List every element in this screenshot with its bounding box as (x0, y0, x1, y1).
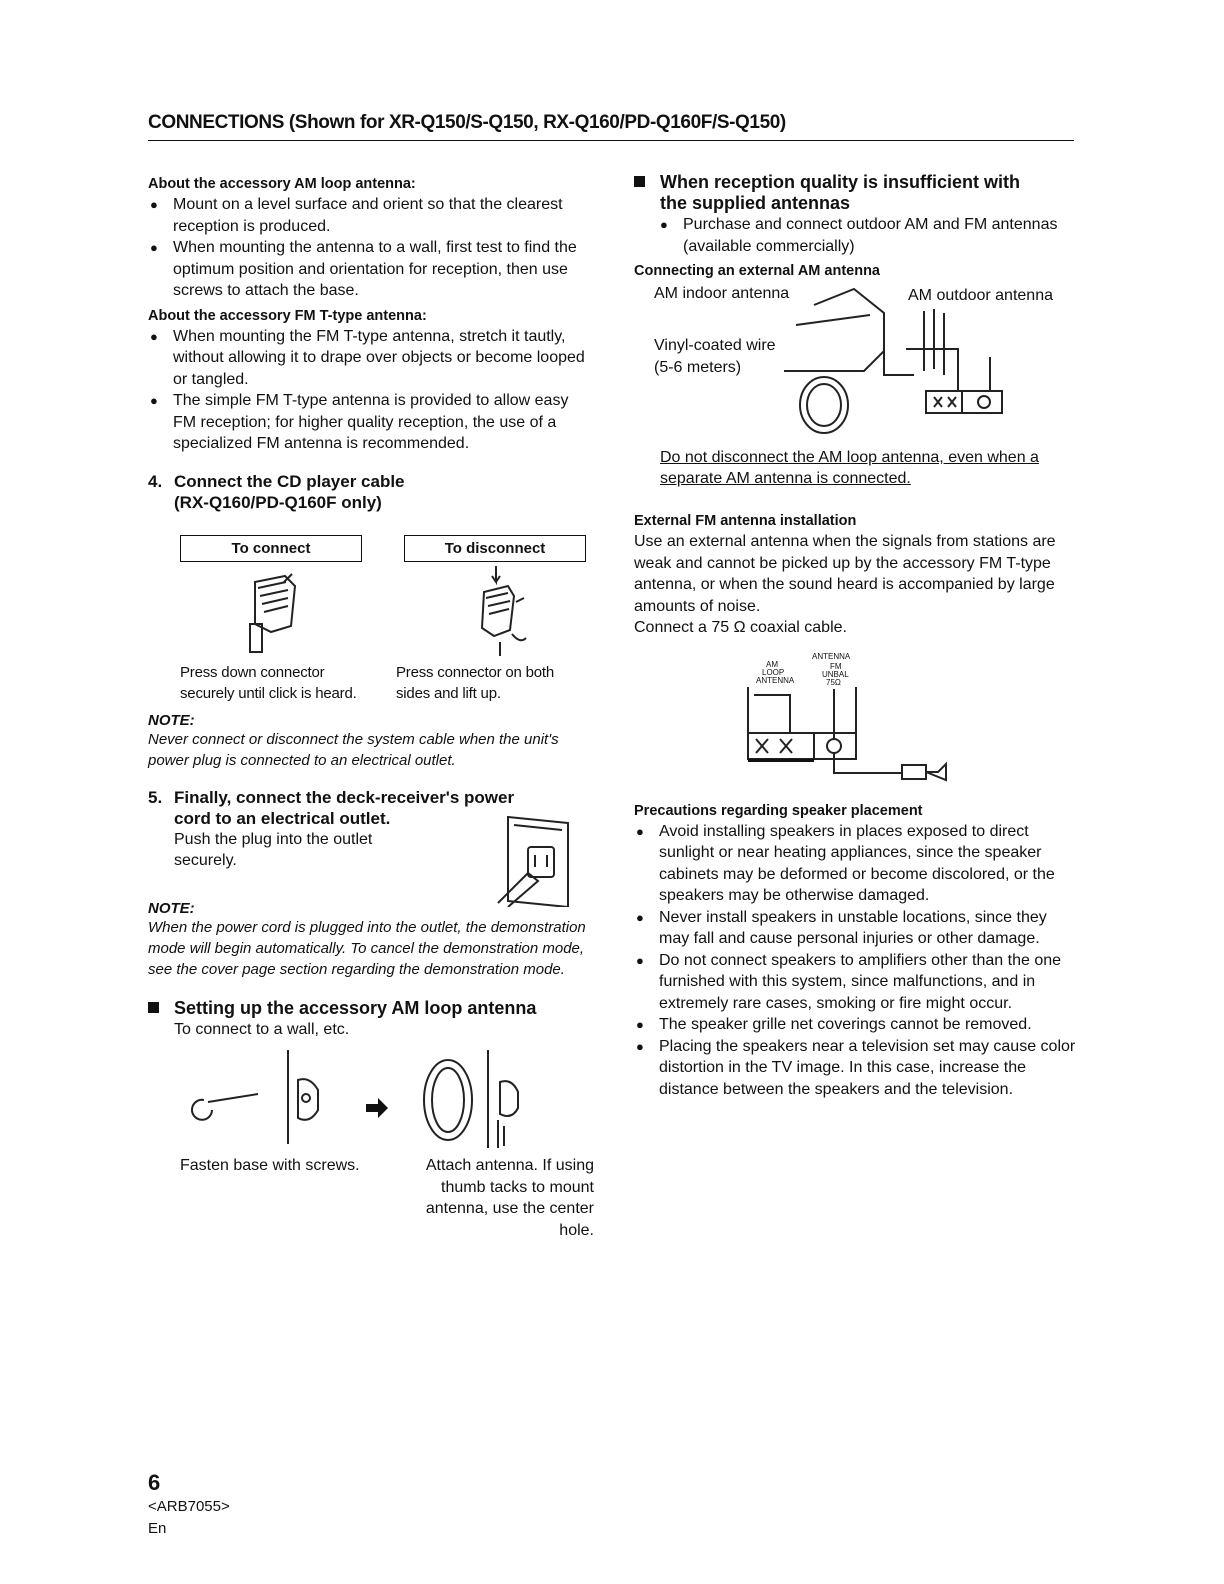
ext-am-warning: Do not disconnect the AM loop antenna, even when a separate AM antenna is connected. (660, 449, 1039, 487)
am-indoor-label: AM indoor antenna (654, 285, 790, 302)
fm-terminal-illustration (734, 647, 994, 787)
speaker-list (634, 821, 1076, 1101)
terminal-antenna-label: ANTENNA (812, 651, 851, 661)
step-number: 4. (148, 471, 163, 491)
language-code: En (148, 1520, 167, 1537)
list-item: ● When mounting the antenna to a wall, first test to find the optimum position and orientation for reception, then use screws to attach the base. (148, 237, 592, 302)
fm-t-heading: About the accessory FM T-type antenna: (148, 307, 427, 324)
disconnect-caption: Press connector on both sides and lift up. (396, 663, 554, 702)
power-outlet-illustration (478, 807, 578, 907)
ext-am-heading: Connecting an external AM antenna (634, 263, 880, 279)
setup-captions (180, 1155, 594, 1241)
note-2-title: NOTE: (148, 899, 195, 917)
list-item: ● Avoid installing speakers in places exposed to direct sunlight or near heating appliances, since the speaker cabinets may be deformed or become discolored, or the speakers may be otherwise damaged. (634, 821, 1076, 907)
setup-caption-2: Attach antenna. If using thumb tacks to mount antenna, use the center hole. (425, 1157, 594, 1239)
step-4-heading (148, 471, 592, 513)
ext-fm-text: Use an external antenna when the signals from stations are weak and cannot be picked up by the accessory FM T-type antenna, or when the sound heard is accompanied by large amounts of noise. (634, 533, 1056, 615)
list-item: ● When mounting the FM T-type antenna, stretch it tautly, without allowing it to drape over objects or become looped or tangled. (148, 326, 592, 391)
document-code: <ARB7055> (148, 1498, 230, 1515)
fm-terminal-diagram (634, 647, 1076, 791)
reception-heading (634, 172, 1076, 214)
terminal-ohm-label: 75Ω (826, 677, 841, 687)
step-5-line2: cord to an electrical outlet. (174, 808, 391, 828)
step-5-line1: Finally, connect the deck-receiver's power (174, 787, 515, 807)
am-loop-list (148, 194, 592, 302)
arrow-right-icon (366, 1098, 388, 1118)
reception-title-line2: the supplied antennas (660, 193, 851, 213)
wire-length-label: (5-6 meters) (654, 359, 742, 376)
terminal-unbal-label: UNBAL (822, 669, 849, 679)
am-outdoor-label: AM outdoor antenna (908, 287, 1053, 304)
page-footer (148, 1470, 230, 1540)
left-column (148, 172, 592, 1241)
setup-heading (148, 998, 592, 1019)
disconnect-connector-illustration (406, 562, 586, 662)
ext-fm-heading: External FM antenna installation (634, 513, 857, 529)
list-item: ● Placing the speakers near a television set may cause color distortion in the TV image. In this case, increase the distance between the speakers and the television. (634, 1036, 1076, 1101)
terminal-fm-label: FM (830, 661, 842, 671)
step-5-text: Push the plug into the outlet securely. (174, 830, 373, 869)
reception-title-line1: When reception quality is insufficient with (660, 172, 1021, 192)
fm-t-list (148, 326, 592, 455)
loop-antenna-mounting-illustration (148, 1040, 592, 1150)
step-5-block (148, 787, 592, 980)
note-2-text: When the power cord is plugged into the outlet, the demonstration mode will begin automatically. To cancel the demonstration mode, see the cover page section regarding the demonstration mode. (148, 918, 586, 978)
to-disconnect-label: To disconnect (404, 535, 586, 562)
am-antenna-diagram (634, 281, 1076, 441)
square-bullet-icon (148, 1002, 159, 1013)
am-loop-heading: About the accessory AM loop antenna: (148, 176, 416, 192)
terminal-am-label: AM (766, 659, 778, 669)
vinyl-wire-label: Vinyl-coated wire (654, 337, 776, 354)
to-connect-label: To connect (180, 535, 362, 562)
speaker-heading: Precautions regarding speaker placement (634, 802, 923, 819)
note-1-text: Never connect or disconnect the system cable when the unit's power plug is connected to an electrical outlet. (148, 730, 559, 769)
setup-caption-1: Fasten base with screws. (180, 1157, 360, 1174)
list-item: ● Do not connect speakers to amplifiers other than the one furnished with this system, since malfunctions, and in extremely rare cases, smoking or fire might occur. (634, 950, 1076, 1015)
note-1-title: NOTE: (148, 711, 195, 729)
connect-labels (180, 535, 586, 562)
connect-connector-illustration (180, 562, 360, 662)
list-item: ● The speaker grille net coverings cannot be removed. (634, 1014, 1076, 1036)
setup-text: To connect to a wall, etc. (174, 1020, 350, 1038)
page-header: CONNECTIONS (Shown for XR-Q150/S-Q150, RX-Q160/PD-Q160F/S-Q150) (148, 112, 1074, 141)
connect-caption: Press down connector securely until click is heard. (180, 663, 357, 702)
list-item: ● Mount on a level surface and orient so that the clearest reception is produced. (148, 194, 592, 237)
page-number: 6 (148, 1470, 161, 1495)
connector-figures (180, 562, 586, 662)
list-item: ● Purchase and connect outdoor AM and FM antennas (available commercially) (658, 214, 1076, 257)
connector-captions (180, 662, 586, 704)
ext-fm-text-2: Connect a 75 Ω coaxial cable. (634, 619, 847, 636)
list-item: ● Never install speakers in unstable locations, since they may fall and cause personal injuries or other damage. (634, 907, 1076, 950)
list-item: ● The simple FM T-type antenna is provided to allow easy FM reception; for higher quality reception, the use of a specialized FM antenna is recommended. (148, 390, 592, 455)
reception-list (658, 214, 1076, 257)
setup-title: Setting up the accessory AM loop antenna (174, 997, 537, 1018)
right-column (634, 172, 1076, 1106)
terminal-loop-label: LOOP (762, 667, 785, 677)
terminal-am-antenna-label: ANTENNA (756, 675, 795, 685)
step-4-line2: (RX-Q160/PD-Q160F only) (174, 492, 382, 512)
square-bullet-icon (634, 176, 645, 187)
step-4-line1: Connect the CD player cable (174, 471, 405, 491)
ext-am-diagram (634, 281, 1076, 441)
step-number: 5. (148, 787, 163, 807)
